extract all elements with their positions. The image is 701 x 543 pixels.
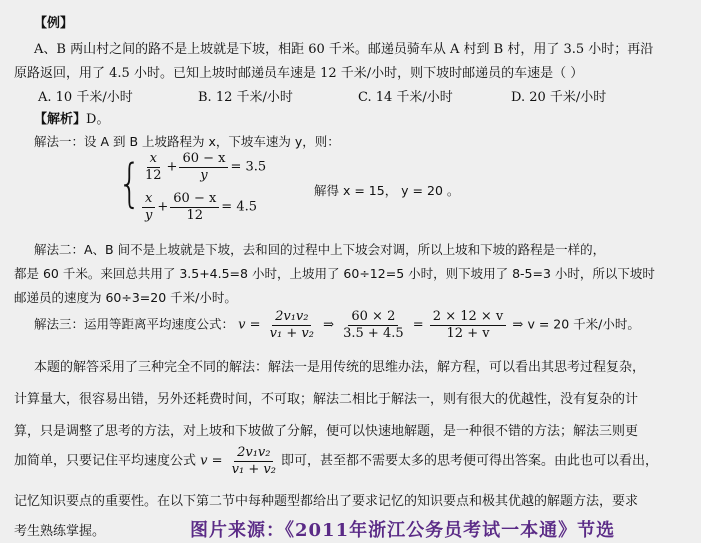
method3-line: 解法三：运用等距离平均速度公式： v = $\frac{\text{2v₁v₂}}{\text{v₁ + v₂}}$ ⇒ $\frac{60 \times 2}{3.5 + 4.5}$ = $\frac{2 \times 12 \times v}{12 + v}$ ⇒ v = 20 千米/小时。 (34, 309, 640, 341)
method3-intro: 解法三：运用等距离平均速度公式： (34, 316, 235, 332)
method3-frac-1: $\frac{\text{2v₁v₂}}{\text{v₁ + v₂}}$ (269, 309, 314, 341)
answer: D。 (86, 112, 110, 127)
source-caption: 图片来源：《2011年浙江公务员考试一本通》节选 (190, 520, 616, 541)
option-b: B. 12 千米/小时 (198, 90, 293, 105)
method2-line-2: 都是 60 千米。来回总共用了 3.5+4.5=8 小时，上坡用了 60÷12=5 小时，则下坡用了 8-5=3 小时，所以下坡时 (14, 266, 655, 281)
question-line-1: A、B 两山村之间的路不是上坡就是下坡，相距 60 千米。邮递员骑车从 A 村到 B 村，用了 3.5 小时；再沿 (34, 42, 654, 57)
commentary-line-1: 本题的解答采用了三种完全不同的解法：解法一是用传统的思维办法，解方程，可以看出其思考过程复杂， (34, 360, 646, 375)
method2-line-3: 邮递员的速度为 60÷3=20 千米/小时。 (14, 290, 237, 305)
commentary-line-6: 考生熟练掌握。 (14, 524, 106, 539)
equation-1: $\frac{x}{12}$ + $\frac{60 - x}{y}$ = 3.5 (140, 152, 266, 182)
method2-line-1: 解法二：A、B 间不是上坡就是下坡，去和回的过程中上下坡会对调，所以上坡和下坡的路程是一样的， (34, 242, 606, 257)
commentary-formula: $\frac{\text{2v₁v₂}}{\text{v₁ + v₂}}$ (231, 445, 276, 477)
equation-2: $\frac{x}{y}$ + $\frac{60 - x}{12}$ = 4.5 (140, 192, 257, 222)
eq1-frac-b: $\frac{60 - x}{y}$ (179, 152, 228, 182)
eq1-frac-a: $\frac{x}{12}$ (145, 151, 162, 183)
commentary-line-5: 记忆知识要点的重要性。在以下第二节中每种题型都给出了要求记忆的知识要点和极其优越的解题方法，要求 (14, 494, 639, 509)
method1-solution: 解得 x = 15， y = 20 。 (314, 183, 460, 198)
method1-intro: 解法一：设 A 到 B 上坡路程为 x，下坡车速为 y，则： (34, 134, 340, 149)
eq2-frac-a: $\frac{x}{y}$ (142, 192, 155, 222)
example-label: 【例】 (34, 16, 74, 31)
option-c: C. 14 千米/小时 (358, 90, 453, 105)
option-d: D. 20 千米/小时 (511, 90, 607, 105)
option-a: A. 10 千米/小时 (38, 90, 133, 105)
commentary-line-2: 计算量大，很容易出错，另外还耗费时间，不可取；解法二相比于解法一，则有很大的优越性，没有复杂的计 (14, 392, 639, 407)
method3-frac-3: $\frac{2 \times 12 \times v}{12 + v}$ (430, 310, 506, 340)
method3-frac-2: $\frac{60 \times 2}{3.5 + 4.5}$ (343, 309, 404, 341)
equation-brace: { (117, 154, 142, 214)
commentary-line-3: 算，只是调整了思考的方法，对上坡和下坡做了分解，便可以快速地解题，是一种很不错的方法；解法三则更 (14, 424, 639, 439)
commentary-line-4: 加简单，只要记住平均速度公式 v = $\frac{\text{2v₁v₂}}{\text{v₁ + v₂}}$ 即可，甚至都不需要太多的思考便可得出答案。由此也可以看出， (14, 445, 658, 477)
eq2-frac-b: $\frac{60 - x}{12}$ (170, 192, 219, 222)
analysis-line (34, 108, 109, 127)
method3-result: v = 20 千米/小时。 (527, 316, 640, 332)
analysis-label: 【解析】 (34, 112, 87, 127)
question-line-2: 原路返回，用了 4.5 小时。已知上坡时邮递员车速是 12 千米/小时，则下坡时邮递员的车速是（ ） (14, 66, 584, 81)
